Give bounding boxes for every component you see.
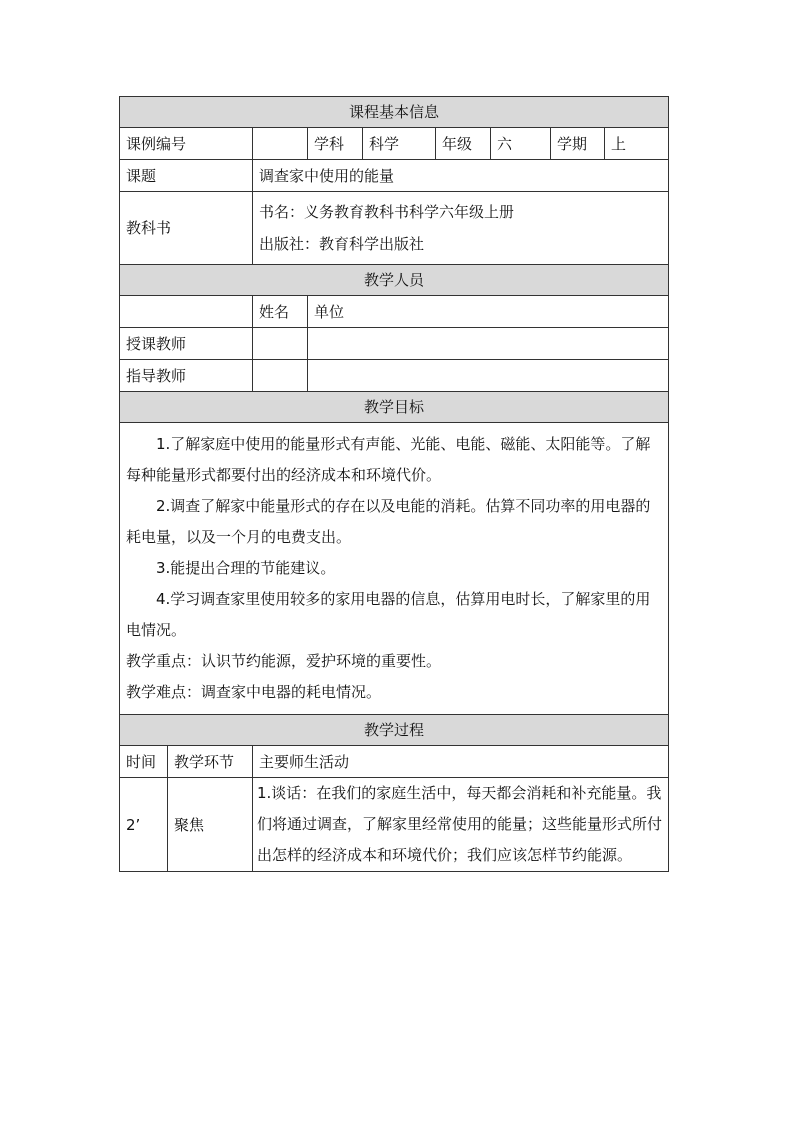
difficult-point: 教学难点：调查家中电器的耗电情况。 — [126, 683, 382, 701]
term-value: 上 — [605, 128, 669, 160]
textbook-info — [253, 192, 669, 265]
process-time: 2’ — [120, 778, 168, 872]
goals-content — [120, 423, 669, 715]
subject-value: 科学 — [363, 128, 436, 160]
topic-value: 调查家中使用的能量 — [253, 160, 669, 192]
time-column-header: 时间 — [120, 746, 168, 778]
goal-4: 4.学习调查家里使用较多的家用电器的信息，估算用电时长，了解家里的用电情况。 — [126, 590, 651, 639]
grade-value: 六 — [491, 128, 551, 160]
grade-label: 年级 — [436, 128, 491, 160]
process-activity-text: 1.谈话：在我们的家庭生活中，每天都会消耗和补充能量。我们将通过调查，了解家里经常使用的能量；这些能量形式所付出怎样的经济成本和环境代价；我们应该怎样节约能源。 — [257, 784, 663, 864]
textbook-label: 教科书 — [120, 192, 253, 265]
stage-column-header: 教学环节 — [168, 746, 253, 778]
textbook-title: 书名：义务教育教科书科学六年级上册 — [259, 203, 515, 221]
process-activity — [253, 778, 669, 872]
section-staff: 教学人员 — [120, 265, 669, 296]
goal-1: 1.了解家庭中使用的能量形式有声能、光能、电能、磁能、太阳能等。了解每种能量形式都要付出的经济成本和环境代价。 — [126, 435, 651, 484]
subject-label: 学科 — [308, 128, 363, 160]
section-goals: 教学目标 — [120, 392, 669, 423]
unit-column-header: 单位 — [308, 296, 669, 328]
staff-blank-header — [120, 296, 253, 328]
goal-2: 2.调查了解家中能量形式的存在以及电能的消耗。估算不同功率的用电器的耗电量，以及一个月的电费支出。 — [126, 497, 651, 546]
activity-column-header: 主要师生活动 — [253, 746, 669, 778]
goal-3: 3.能提出合理的节能建议。 — [156, 559, 336, 577]
lesson-plan-table — [119, 96, 669, 872]
name-column-header: 姓名 — [253, 296, 308, 328]
key-point: 教学重点：认识节约能源，爱护环境的重要性。 — [126, 652, 442, 670]
section-process: 教学过程 — [120, 715, 669, 746]
mentor-label: 指导教师 — [120, 360, 253, 392]
teacher-label: 授课教师 — [120, 328, 253, 360]
teacher-unit — [308, 328, 669, 360]
process-stage: 聚焦 — [168, 778, 253, 872]
textbook-publisher: 出版社：教育科学出版社 — [259, 235, 425, 253]
case-no-label: 课例编号 — [120, 128, 253, 160]
section-basic-info: 课程基本信息 — [120, 97, 669, 128]
mentor-name — [253, 360, 308, 392]
topic-label: 课题 — [120, 160, 253, 192]
mentor-unit — [308, 360, 669, 392]
term-label: 学期 — [551, 128, 605, 160]
teacher-name — [253, 328, 308, 360]
table-row — [120, 778, 669, 872]
case-no-value — [253, 128, 308, 160]
